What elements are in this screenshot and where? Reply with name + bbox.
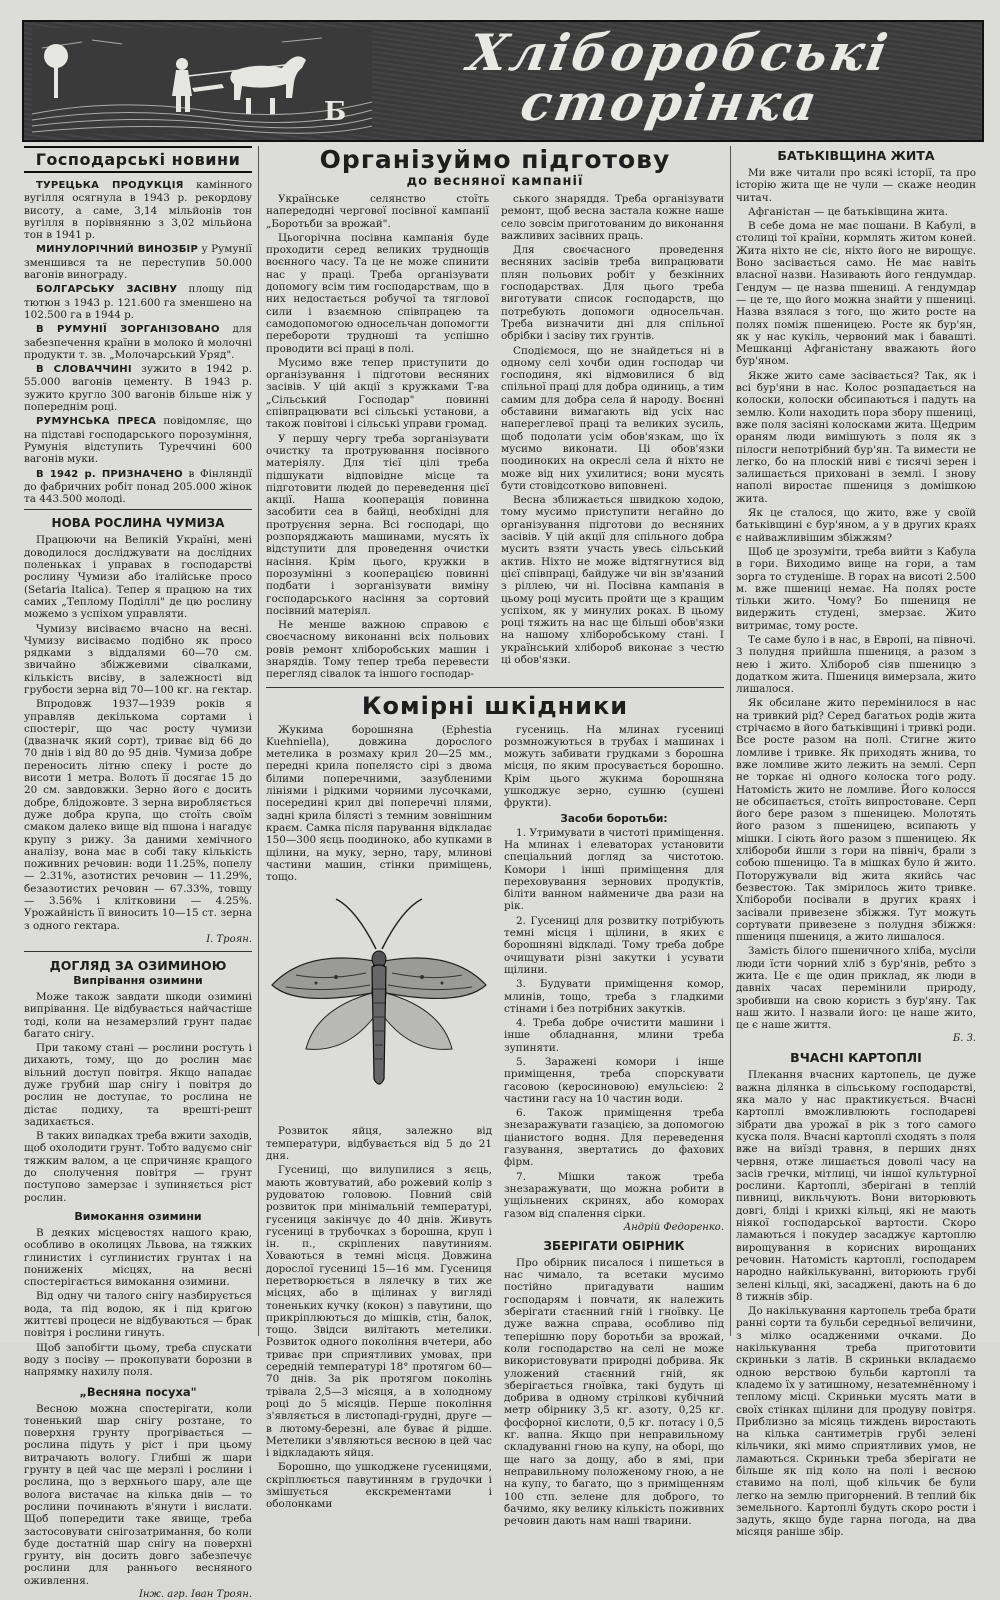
pests-paragraph: гусениць. На млинах гусениці розмножуються в трубах і машинах і можуть забивати грудками з борошна місця, по яким просувається борошно. Крім цього жукима борошняна ушкоджує зерно, сушню (сушені фрукти).: [504, 723, 724, 810]
news-item-text: для забезпечення країни в молоко й молочні продукти т. зв. „Молочарський Уряд".: [24, 323, 253, 361]
rye-paragraph: Замість білого пшеничного хліба, мусіли люди їсти чорний хліб з бур'янів, ребто з жита. Це є ще один приклад, як люди в давніх часах перемінили природу, зробивши на свою користь з бур'яну. Так наш жито. І назвали його: це наше жито, це є наше життя.: [736, 945, 976, 1032]
pests-measure-item: [504, 1171, 724, 1220]
news-item: [24, 468, 252, 506]
rye-paragraph: Якже жито саме засівається? Так, як і всі бур'яни в нас. Колос розпадається на колоски, колоски обсипаються і падуть на землю. Коли находить пора збору пшениці, вже поля засіяні колосками жита. Щедрим ораням люди вимішують з поля як з пілосги непотрібний бур'ян. Та вимести не легко, бо на плоскій ниві є тисячі зерен і залишається приховані в землі. І знову наполі виростає пшениця з домішкою жита.: [736, 369, 977, 505]
pests-paragraph: Розвиток яйця, залежно від температури, відбувається від 5 до 21 дня.: [266, 1125, 492, 1163]
column-divider: [730, 146, 731, 1336]
news-item-text: зужито в 1942 р. 55.000 вагонів цементу. В 1943 р. зужито кругло 300 вагонів більше ніж у попереднім році.: [24, 363, 252, 414]
rye-body: [736, 167, 976, 1031]
pests-measure-item: [504, 915, 724, 976]
news-item: [24, 283, 252, 321]
main-article-paragraph: Українське селянство стоїть напередодні чергової посівної кампанії „Боротьби за врожай".: [266, 193, 489, 230]
winter-crop-paragraph: В таких випадках треба вжити заходів, щоб охолодити грунт. Тобто вадуємо сніг тяжким валом, а це спричиняє кращого до сполучення повітря — грунт поступово замерзає і зупиняється ріст рослин.: [24, 1130, 252, 1204]
winter-crop-title: ДОГЛЯД ЗА ОЗИМИНОЮ: [49, 957, 227, 973]
masthead-banner: [22, 20, 984, 142]
plant-paragraph: Впродовж 1937—1939 років я управляв декількома сортами і спостеріг, що час росту чумизи (двазначк який сорт), триває від 66 до 70 днів і від 80 до 95 днів. Чумиза добре переносить літню спеку і росте до висоти 1 метра. Волоть її досягає 15 до 20 см. завдовжки. Зерно його є досить добре, блідожовте. З зерна виробляється дуже добра крупа, що стоїть своїм смаком далеко вище від пшона і нагадує крупу з рижу. За даними хемічного аналізу, вона має в собі таку кількість поживних речовин: води 11.25%, попелу — 2.31%, азотистих речовин — 11.29%, безазотистих речовин — 67.33%, товщу — 3.56% і клітковини — 4.25%. Урожайність її виносить 10—15 ст. зерна з одного гектара.: [24, 698, 252, 932]
rye-title: БАТЬКІВЩИНА ЖИТА: [777, 148, 935, 163]
pests-measures-title: Засоби боротьби:: [560, 812, 668, 825]
pests-lower-paragraphs: [266, 1125, 492, 1510]
pests-measure-text: 7. Мішки також треба знезаражувати, що можна робити в ущільнених скринях, або коморах газом від спалення сірки.: [504, 1170, 724, 1220]
pests-paragraph: Жукима борошняна (Ephestia Kuehniella), довжина дорослого метелика в розмаху крил 20—25 мм., передні крила попелясто сірі з двома білими поперечними, зазубленими лініями і рідкими чорними лусочками, посередині крил дві поперечні плями, задні крила білясті з темним зовнішним краєм. Самка після парування відкладає 150—300 яєць поодиноко, або купками в щілини, на муку, зерно, тару, млинові частини машин, стінки приміщень, тощо.: [266, 723, 492, 884]
svg-text:Б: Б: [324, 97, 347, 127]
soaking-subtitle: Вимокання озимини: [74, 1209, 202, 1223]
news-item: [24, 179, 252, 241]
news-item-lead: В СЛОВАЧЧИНІ: [36, 364, 132, 376]
plant-article-signature: І. Троян.: [206, 933, 252, 945]
pests-measure-text: 6. Також приміщення треба знезаражувати газацією, за допомогою ціанистого водня. Для переведення газування, звертатись до фахових фірм.: [504, 1107, 724, 1169]
news-item-text: площу під тютюн з 1943 р. 121.600 га зменшено на 102.500 га в 1944 р.: [24, 283, 252, 321]
masthead-title-line1: Хлібoробськi: [463, 23, 895, 82]
pests-headline: Комірні шкідники: [361, 691, 629, 720]
drought-paragraphs: [24, 1403, 252, 1587]
main-article-paragraph: Сподіємося, що не знайдеться ні в одному селі хочби один господар чи господиня, які відмовилися б від спільної праці для добра одиниць, а тим самим для добра села й народу. Воєнні обставини вимагають від усіх нас напереглевої праці та великих зусиль, щоб подолати усім обов'язкам, що їх мусимо виконати. Ці обов'язки поодиноких на окреслі села й ніхто не може від них ухилитися; вони мусять бути стовідсотково виповнені.: [501, 344, 724, 492]
news-item-lead: БОЛГАРСЬКУ ЗАСІВНУ: [36, 284, 178, 296]
rye-paragraph: Ми вже читали про всякі історії, та про історію жита ще не чули — скаже неодин читач.: [736, 167, 976, 204]
plant-article-body: [24, 534, 252, 932]
masthead-title-line2: сторiнка: [516, 73, 825, 132]
main-subheadline: до весняної кампанії: [406, 174, 584, 189]
pests-measure-item: [504, 827, 724, 913]
drought-subtitle: „Веснянa посуха": [79, 1384, 197, 1399]
main-article-paragraph: ського знаряддя. Треба організувати ремонт, щоб весна застала кожне наше село зовсім приготованим до виконання важливих засівних праць.: [501, 193, 724, 242]
pests-measure-item: [504, 1107, 724, 1168]
news-item: [24, 323, 252, 361]
main-article-paragraph: Весна зближається швидкою ходою, тому мусимо приступити негайно до організування підготови до весняних засівів. У цій акції для спільного добра мусить взяти участь увесь сільський актив. Ніхто не може відтягнутися від цієї співпраці, байдуже чи він зв'язаний з ріллею, чи ні. Посівна кампанія в цьому році мусить пройти ще з кращим успіхом, як у минулих роках. В цьому році тяжить на нас ще більші обов'язки на нашому хліборобському стані. І український хлібороб виконає з честю ці обов'язки.: [501, 494, 724, 666]
news-item-lead: ТУРЕЦЬКА ПРОДУКЦІЯ: [36, 180, 184, 191]
potatoes-body: [736, 1069, 976, 1538]
plant-paragraph: Працюючи на Великій Україні, мені доводилося досліджувати на дослідних поленьках і управах в господарстві рослину Чумизи або італійське просо (Setaria Italica). Тепер я працюю на тих самих „Теплому Поділлі" де цю рослину можемо з успіхом управляти.: [24, 534, 252, 621]
potatoes-paragraph: До накількування картопель треба брати ранні сорти та бульби середньої величини, з мілко осадженими очками. До накількування треба приготовити скриньки з латів. В скриньки вкладаємо одною верствою бульби картоплі та кладемо їх у затишному, незатемнённому і теплому місці. Скриньки мусять мати в своїх стінках щілини для продуву повітря. Приблизно за місяць тиждень виростають на кілька сантиметрів грубі зелені кільчики, які мимо сприятливих умов, не ламаються. Скриньки треба зберігати не більше як під коло на полі і весною ставимо на полі, щоб кільчик бе були легко на землю пригорнений. В теплий бік земельного. Картоплі будуть скоро рости і задуть, якщо буде гарна погода, на два місяця раніше збір.: [736, 1305, 976, 1539]
winter-crop-paragraphs: [24, 991, 252, 1128]
pests-measure-text: 3. Будувати приміщення комор, млинів, тощо, треба з гладкими стінами і без потрібних закутків.: [504, 978, 724, 1015]
column-divider: [258, 146, 259, 1336]
middle-column: [266, 145, 724, 1528]
plant-article-title: НОВА РОСЛИНА ЧУМИЗА: [51, 516, 225, 531]
pests-measures-list: [504, 827, 724, 1220]
soaking-paragraph: Від одну чи талого снігу назбирується вода, та під водою, як і під кригою життєві процеси не відбуваються — брак повітря і рослини гинуть.: [24, 1290, 252, 1340]
potatoes-title: ВЧАСНІ КАРТОПЛІ: [790, 1050, 922, 1066]
rye-paragraph: Щоб це зрозуміти, треба вийти з Кабула в гори. Виходимо вище на гори, а там зорга то студеніше. В горах на висоті 2.500 м. вже пшениці немає. На полях ростe тільки жито. Чому? Бо пшениця не видержить студені, змерзає. Жито витримає, тому росте.: [736, 545, 976, 632]
winter-crop-paragraph: При такому стані — рослини ростуть і дихають, тому, що до рослин має вільний доступ повітря. Якщо нападає дуже грубий шар снігу і повітря до рослин не доступає, то рослина не дістає подиху, та врешті-решт задихається.: [24, 1042, 252, 1128]
pests-measure-text: 1. Утримувати в чистоті приміщення. На млинах і елеваторах установити спеціальний догляд за чистотою. Комори і інші приміщення для переховування зернових продуктів, біліти ванном наймениче два рази на рік.: [504, 826, 724, 913]
pests-measure-text: 5. Заражені комори і інше приміщення, треба спорскувати гасовою (керосиновою) емульсією: 2 частини гасу на 10 частин води.: [504, 1056, 724, 1105]
soaking-paragraphs: [24, 1227, 252, 1379]
news-item-text: у Румунії зменшився та не переступив 50.000 вагонів винограду.: [24, 243, 253, 282]
main-article-column-1: [266, 193, 489, 683]
pests-paragraph: Борошно, що ушкоджене гусеницями, скріплюється павутинням в грудочки і змішується екскрементами і оболонками: [266, 1461, 492, 1511]
drought-paragraph: Весною можна спостерігати, коли тоненький шар снігу розтане, то поверхня грунту прогрівається — рослина підуть у ріст і при цьому витрачають вологу. Глибші ж шари грунту в цей час ще мерзлі і рослини і рослина, що з верхнього шару, але ще волога вистачає на кілька днів — то рослини починають в'янути і вислати. Щоб попередити таке явище, треба застосовувати снігозатримання, бо коли буде достатній шар снігу на поверхні грунту, він досить довго забезпечує рослини для раннього весняного оживлення.: [24, 1402, 252, 1587]
news-item-text: камінного вугілля осягнула в 1943 р. рекордову висоту, а саме, 3,14 мільйонів тон вугілля в порівнянню з 3,02 мільйона тон в 1941 р.: [24, 179, 252, 242]
pests-upper-paragraphs: [504, 724, 724, 810]
main-article-paragraph: Для своєчасного проведення весняних засівів треба випрацювати плян польових робіт у безкінних господарствах. Для цього треба виготувати список господарств, що потребують допомоги односельчан. Треба визначити дні для спільної обрібки і засіву тих грунтів.: [501, 244, 724, 343]
news-item: [24, 415, 252, 465]
plant-paragraph: Чумизу висіваємо вчасно на весні. Чумизу висіваємо подібно як просо рядками з віддалями 60—70 см. звичайно збіжжевими сівалками, кількість висіву, в залежності від грубости зерна від 70—100 кг. на гектар.: [24, 622, 252, 696]
main-headline: Організуймо підготову: [319, 145, 671, 174]
main-article-body: [266, 193, 724, 683]
rye-paragraph: Афганістан — це батьківщина жита.: [748, 205, 948, 218]
winter-crop-subtitle: Випрівання озимини: [73, 973, 203, 987]
manure-body: [504, 1257, 724, 1528]
news-item-lead: МИНУЛОРІЧНИЙ ВИНОЗБІР: [36, 244, 198, 256]
soaking-paragraph: Щоб запобігти цьому, треба спускати воду з посіву — прокопувати борозни в напрямку нахилу поля.: [24, 1341, 252, 1379]
rye-paragraph: Як обсилане жито перемінилося в нас на тривкий рід? Серед багатьох родів жита стрічаємо в його батьківщині і тривкі роди. Все росте разом на полі. Стигне жито ломливе і тривке. Як приходять жнива, то вже ломливе жито лежить на землі. Серп не торкає ні одного колоска того роду. Натомість жито не ломливе. Його колосся не обсипається, стоїть випростоване. Серп його бере разом з пшеницею. Молотять його разом з пшеницею, всипають у мішки. І сіють його разом з пшеницею. Як хлібороби йшли з гори на північ, брали з собою пшеницю. Та в мішках було й жито. Поторужували від жита якийсь час безвестою. Так змірилось жито тривке. Хлібороби посівали в других краях і засівали привезене збіжжя. Тут можуть сортувати привезене з полудня збіжжя: пшениця пшениця, а жито лишалося.: [736, 697, 976, 944]
pests-measure-item: [504, 978, 724, 1015]
news-item-lead: В 1942 р. ПРИЗНАЧЕНО: [36, 468, 183, 480]
manure-title: ЗБЕРІГАТИ ОБІРНИК: [543, 1238, 685, 1253]
winter-crop-signature: Інж. агр. Іван Троян.: [138, 1588, 252, 1600]
winter-crop-paragraph: Може також завдати шкоди озимині випрівання. Це відбувається найчастіше тоді, коли на незамерзлий грунт падає багато снігу.: [24, 990, 252, 1040]
news-item: [24, 243, 252, 281]
left-column: [24, 146, 253, 1600]
rye-signature: Б. З.: [952, 1033, 976, 1045]
pests-measure-item: [504, 1056, 724, 1105]
manure-paragraph: Про обірник писалося і пишеться в нас чимало, та всетаки мусимо постійно пригадувати нашим господарям і повчати, як належить зберігати стаєнний гній і гноївку. Це дуже важна справа, особливо під теперішню пору боротьби за врожай, коли господарство на селі не може використовувати природні добрива. Як уложений стаєнний гній, як зберігається гноївка, такі будуть ці добрива в одному стрілкові кубічний метр обірнику 3,5 кг. азоту, 0,25 кг. фосфорної кислоти, 0,5 кг. потасу і 0,5 кг. вапна. Якщо при неправильному складуванні гною на купу, на оборі, що ще наго за дощу, або в ямі, при неправильному положеному гною, а не на купу, то багато, що з приміщенням 100 стп. зелене для доброго, то бачимо, яку велику кількість поживних речовин дають нам наші тварини.: [504, 1256, 724, 1528]
moth-icon: [266, 889, 492, 1121]
main-article-column-2: [501, 193, 724, 683]
pests-paragraph: Гусениці, що вилупилися з яєць, мають жовтуватий, або рожевий колір з рудоватою головою. Повний свій розвиток при мінімальній температурі, гусениця закінчує до 40 днів. Живуть гусениці в трубочках з борошна, круп і ін. п., скріплених павутиниям. Ховаються в темні місця. Довжина дорослої гусениці 15—16 мм. Гусениця перетворюється в лялечку в тих же місцях, або в щілинах у вигляді тоненьких кучку (кокон) з павутини, що прикріплюються до мішків, стін, балок, тощо. Звідси вилітають метелики. Розвиток одного покоління вчетери, або триває при сприятливих умовах, при середній температурі 18° протягом 60—70 днів. За рік протягом поколінь трівала 2,5—3 місяця, а в холодному році до 5 місяців. Перше покоління з'являється в листопаді-грудні, друге — в лютому-березні, але буває й рідше. Метелики з'являються весною в цей час і відкладають яйця.: [266, 1164, 492, 1460]
moth-illustration: [266, 889, 492, 1121]
economic-news-heading: Господарські новини: [24, 146, 252, 173]
soaking-paragraph: В деяких місцевостях нашого краю, особливо в околицях Львова, на тяжких глинистих і суглинистих грунтах і на пониженіх місцях, на весні спостерігається вимокання озимини.: [24, 1226, 252, 1289]
rye-paragraph: В себе дома не має пошани. В Кабулі, в столиці тої країни, кормлять житом коней. Жита ніхто не сіє, ніхто його не вирощує. Воно засівається само. Не має навіть власної назви. Називають його гендумдар. Гендум — це назва пшениці. А гендумдар — це те, що його можна знайти у пшениці. Назва взялася з того, що жито росте на полях поміж пшеницею. Росте як бур'ян, як у нас кукіль, червоний мак і бавашті. Мешканці Афганістану вважають його бур'яном.: [736, 220, 976, 368]
rye-paragraph: Як це сталося, що жито, вже у своїй батьківщині є бур'яном, а у в других краях є найважливішим збіжжям?: [736, 507, 976, 544]
plowman-illustration: [32, 28, 372, 134]
news-item-text: повідомляє, що на підставі господарського порозуміння, Румунія відступить Туреччині 600 вагонів муки.: [24, 415, 252, 466]
economic-news-list: [24, 179, 252, 505]
news-item-lead: РУМУНСЬКА ПРЕСА: [36, 416, 157, 428]
news-item-lead: В РУМУНІЇ ЗОРГАНІЗОВАНО: [36, 324, 220, 336]
potatoes-paragraph: Плекання вчасних картопель, це дуже важна ділянка в сільському господарстві, яка мало у нас практикується. Вчасні картоплі вможливлюють господареві зібрати два урожаї в рік з того самого куска поля. Вчасні картоплі сходять з поля вже на виїздi травня, в перших днях червня, отже лишається доволі часу на засів гречки, мітлиці, чи іншої культурної рослини. Картоплі, зберігані в теплій пивниці, викльчують. Вони виторювють довгі, блідi і крихкі кільці, які не мають ніякої господарської вартости. Скоро ламаються і покудер засаджує картоплю вирощування в корисних вирощаних речовин. Натомість картоплі, господарем народно найкількуванні, виторюють грубі зелені кільці, які, засаджені, дають на 6 до 8 тижнів збір.: [736, 1069, 976, 1303]
pests-article-body: [266, 724, 724, 1530]
pests-measure-item: [504, 1017, 724, 1054]
main-article-paragraph: Не менше важною справою є своєчасному виконанні всіх польових ровів ремонт хліборобських машин і знарядів. Тому тепер треба перевести перегляд сівалок та іншого господар-: [266, 619, 489, 681]
masthead-title: [385, 23, 964, 134]
pests-column-1: [266, 724, 492, 1530]
pests-measure-text: 2. Гусениці для розвитку потрібують темні місця і щілини, в яких є борошняні відкладі. Тому треба добре очищувати різні закутки і усувати щілини.: [504, 914, 724, 976]
divider: [266, 687, 724, 688]
divider: [24, 509, 252, 510]
right-column: [736, 146, 977, 1539]
main-article-paragraph: У першу чергу треба зорганізувати очистку та протруювання посівного матеріялу. Для тієї цілі треба підшукати відповідне місце та підготовити людей до переведення цієї акції. Наша кооперація повинна засобити сеа в байці, необхідні для протруєння зерна. Всі господарі, що розпоряджають машинами, мусять їх відступити для проведення очистки насіння. Крім цього, кружки в порозумінні з кооперацією повинні подбати і зорганізувати виміну господарського насіння за сортовий посівний матеріял.: [266, 432, 489, 617]
pests-measure-text: 4. Треба добре очистити машини і інше обладнання, млини треба зупиняти.: [504, 1017, 724, 1054]
news-item: [24, 363, 252, 413]
pests-column-2: [504, 724, 724, 1530]
rye-paragraph: Те саме було і в нас, в Европі, на півночі. З полудня прийшла пшениця, а разом з нею і жито. Хлібороб сіяв пшеницю з додатком жита. Пшениця вимерзала, жито лишалося.: [736, 633, 976, 696]
main-article-paragraph: Цьогорічна посівна кампанія буде проходити серед великих труднощів воєнного часу. Та це не може спинити нас у праці. Треба організувати допомогу всім тим господарствам, що в них недостається робучої та тяглової сили і взаємною співпрацею та самодопомогою односельчан допомогти перебороти трудноші та успішно проводити всі праці в полі.: [266, 231, 489, 355]
divider: [24, 951, 252, 952]
main-article-paragraph: Мусимо вже тепер приступити до організування і підготови весняних засівів. У цій акції з кружками Т-ва „Сільський Господар" повинні співпрацювати всі сільські установи, а також повітові і сільські управи громад.: [266, 356, 489, 431]
news-item-text: в Фінляндії до фабричних робіт понад 205.000 жінок та 443.500 молоді.: [24, 467, 252, 506]
pests-signature: Андрій Федоренко.: [623, 1221, 724, 1233]
